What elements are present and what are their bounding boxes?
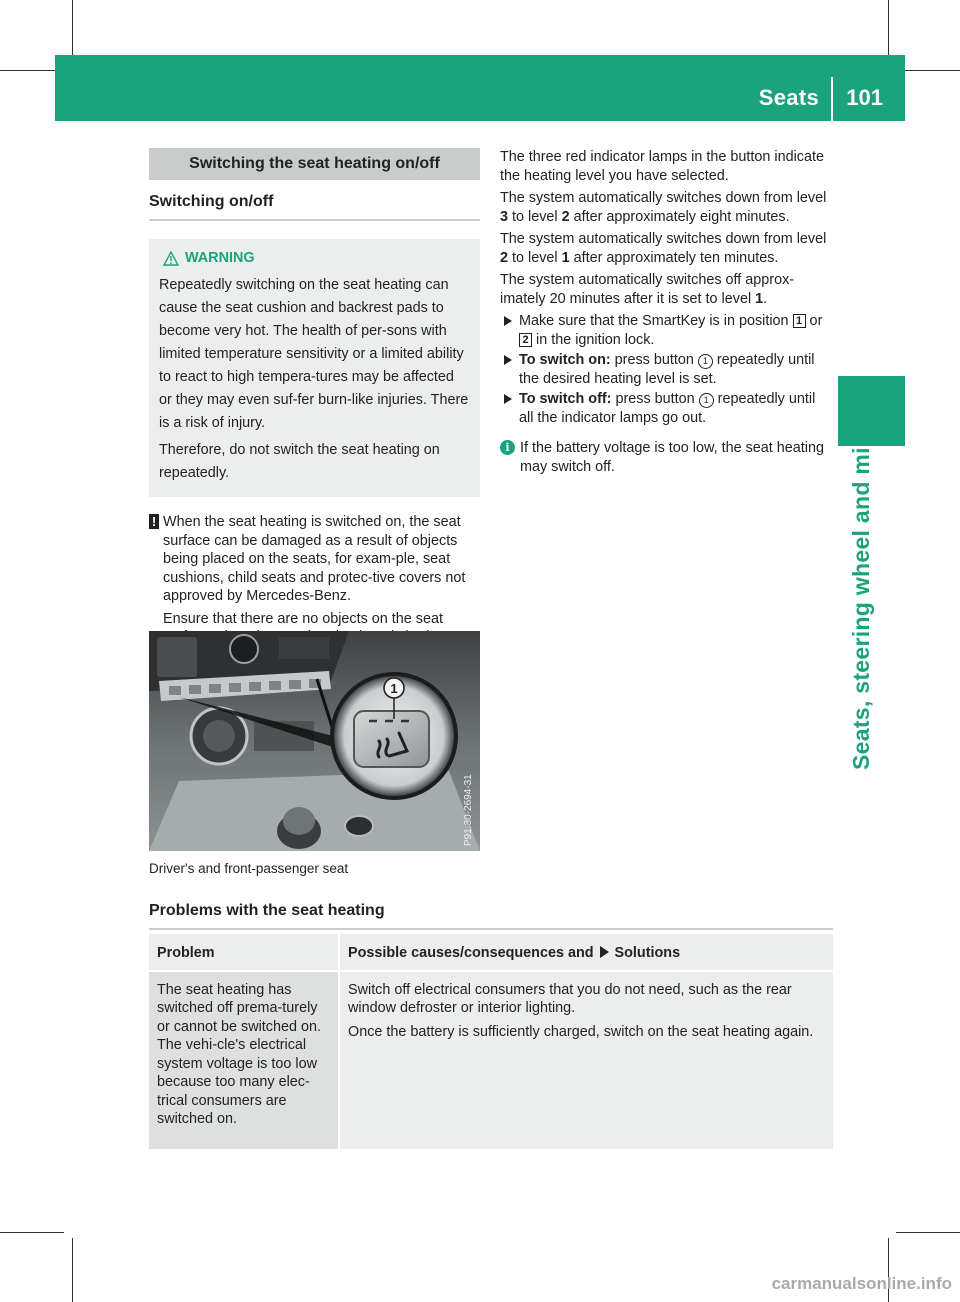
crop-mark xyxy=(72,1238,73,1302)
left-column xyxy=(149,148,480,651)
text-run: to level xyxy=(508,249,562,266)
notice-paragraph: Ensure that there are no objects on the seat xyxy=(163,610,443,627)
warning-box xyxy=(149,239,480,497)
step-label: To switch off: xyxy=(519,391,612,407)
problems-section-title: Problems with the seat heating xyxy=(149,902,833,930)
warning-title xyxy=(163,247,470,270)
key-position-2-icon: 2 xyxy=(519,333,532,347)
level-number: 2 xyxy=(561,208,570,225)
text-run: The system automatically switches down from level xyxy=(500,231,827,247)
header-section-title: Seats xyxy=(758,85,819,110)
notice-exclamation-icon: ! xyxy=(149,514,159,529)
table-row xyxy=(149,971,833,1149)
warning-triangle-icon xyxy=(163,251,179,266)
step-arrow-icon xyxy=(504,316,512,326)
text-run: Possible causes/consequences and xyxy=(348,945,598,961)
crop-mark xyxy=(896,70,960,71)
body-paragraph xyxy=(500,230,831,267)
figure-code: P91.30-2694-31 xyxy=(463,774,474,846)
text-run: repeatedly until the desired heating level is set. xyxy=(519,352,815,387)
callout-1-icon: 1 xyxy=(699,393,714,408)
info-icon: i xyxy=(500,440,515,455)
solution-arrow-icon xyxy=(600,946,609,958)
text-run: The system automatically switches down from level xyxy=(500,190,827,206)
level-number: 3 xyxy=(500,208,509,225)
solution-paragraph: Switch off electrical consumers that you do not need, such as the rear window defroster or interior lighting. xyxy=(348,981,792,1016)
info-note xyxy=(500,439,831,476)
text-run: The system automatically switches off approx-imately 20 minutes after it is set to level xyxy=(500,272,795,307)
problems-table xyxy=(149,934,833,1149)
step-arrow-icon xyxy=(504,394,512,404)
figure-callout-1: 1 xyxy=(390,681,398,696)
instruction-step xyxy=(500,351,831,388)
text-run: repeatedly until all the indicator lamps go out. xyxy=(519,391,816,426)
body-paragraph xyxy=(500,271,831,308)
subsection-title: Switching on/off xyxy=(149,193,480,221)
side-chapter-title: Seats, steering wheel and mirrors xyxy=(848,391,874,770)
page-number: 101 xyxy=(846,85,883,110)
column-header-problem: Problem xyxy=(149,934,339,971)
console-illustration xyxy=(149,631,480,851)
text-run: to level xyxy=(508,208,562,225)
step-arrow-icon xyxy=(504,355,512,365)
instruction-step xyxy=(500,390,831,427)
notice-paragraph: When the seat heating is switched on, the seat surface can be damaged as a result of objects being placed on the seats, for exam-ple, seat cushions, child seats and protec-tive covers not approved by Mercedes-Benz. xyxy=(163,514,466,604)
text-run: Make sure that the SmartKey is in position xyxy=(519,313,793,329)
column-header-solutions xyxy=(339,934,833,971)
instruction-step xyxy=(500,312,831,349)
notice-block xyxy=(149,513,480,647)
callout-1-icon: 1 xyxy=(698,354,713,369)
page-header xyxy=(55,55,905,121)
problem-cell: The seat heating has switched off prema-turely or cannot be switched on. The vehi-cle's electrical system voltage is too low because too many elec-trical consumers are switched on. xyxy=(149,971,339,1149)
text-run: after approximately ten minutes. xyxy=(569,249,779,266)
level-number: 1 xyxy=(755,290,764,307)
right-column xyxy=(500,148,831,476)
key-position-1-icon: 1 xyxy=(793,314,806,328)
text-run: after approximately eight minutes. xyxy=(569,208,790,225)
solution-cell xyxy=(339,971,833,1149)
text-run: Solutions xyxy=(610,945,681,961)
step-label: To switch on: xyxy=(519,352,611,368)
text-run: or xyxy=(805,313,823,329)
level-number: 1 xyxy=(561,249,570,266)
section-title: Switching the seat heating on/off xyxy=(149,148,480,180)
seat-heating-button-photo xyxy=(149,631,480,851)
body-paragraph xyxy=(500,189,831,226)
info-text: If the battery voltage is too low, the seat heating may switch off. xyxy=(520,440,824,475)
warning-paragraph: Therefore, do not switch the seat heating on repeatedly. xyxy=(159,442,440,481)
text-run: press button xyxy=(611,391,699,407)
level-number: 2 xyxy=(500,249,509,266)
warning-paragraph: Repeatedly switching on the seat heating can cause the seat cushion and backrest pads to become very hot. The health of per-sons with limited temperature sensitivity or a limited ability to react to high tempera-tures may be affected or they may even suf-fer burn-like injuries. There is a risk of injury. xyxy=(159,277,469,431)
solution-paragraph: Once the battery is sufficiently charged, switch on the seat heating again. xyxy=(348,1023,814,1040)
text-run: press button xyxy=(610,352,698,368)
figure-caption: Driver's and front-passenger seat xyxy=(149,861,349,876)
body-paragraph: The three red indicator lamps in the button indicate the heating level you have selected. xyxy=(500,149,824,184)
text-run: in the ignition lock. xyxy=(532,331,655,348)
watermark: carmanualsonline.info xyxy=(771,1274,952,1293)
warning-label: WARNING xyxy=(185,250,255,266)
text-run: . xyxy=(763,290,768,307)
header-separator xyxy=(831,77,833,121)
table-header-row xyxy=(149,934,833,971)
crop-mark xyxy=(0,1232,64,1233)
crop-mark xyxy=(896,1232,960,1233)
